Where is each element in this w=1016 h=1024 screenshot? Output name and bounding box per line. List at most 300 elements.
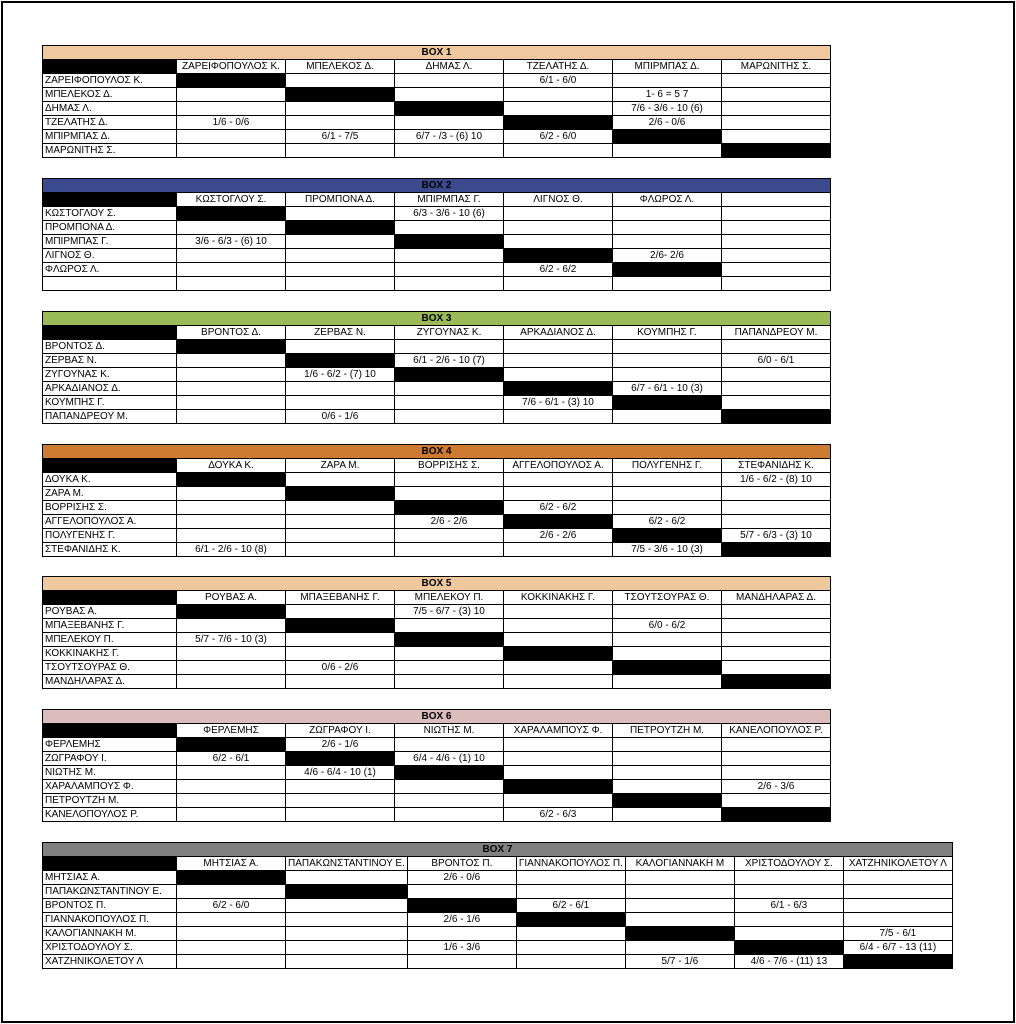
score-cell [734,913,843,927]
score-cell [722,221,831,235]
table-row [43,941,953,955]
score-cell [722,368,831,382]
diagonal-cell [395,368,504,382]
score-cell [504,605,613,619]
diagonal-cell [177,207,286,221]
table-row [43,752,831,766]
score-cell [395,738,504,752]
score-cell [613,738,722,752]
score-cell [613,410,722,424]
score-cell [395,88,504,102]
table-row [43,88,831,102]
score-cell: 1- 6 = 5 7 [613,88,722,102]
table-row [43,885,953,899]
row-player-name: ΑΡΚΑΔΙΑΝΟΣ Δ. [43,382,177,396]
score-cell [286,927,408,941]
score-cell [504,675,613,689]
table-row [43,487,831,501]
row-player-name: ΚΑΝΕΛΟΠΟΥΛΟΣ Ρ. [43,808,177,822]
row-player-name: ΒΡΟΝΤΟΣ Δ. [43,340,177,354]
score-cell [286,249,395,263]
diagonal-cell [286,487,395,501]
diagonal-cell [177,473,286,487]
score-cell [613,74,722,88]
score-cell [177,221,286,235]
diagonal-cell [504,249,613,263]
score-cell [843,885,952,899]
score-cell: 6/4 - 4/6 - (1) 10 [395,752,504,766]
score-cell [625,941,734,955]
score-cell [395,382,504,396]
score-cell [516,885,625,899]
score-cell [504,752,613,766]
diagonal-cell [504,647,613,661]
score-cell: 4/6 - 6/4 - 10 (1) [286,766,395,780]
row-player-name: ΤΣΟΥΤΣΟΥΡΑΣ Θ. [43,661,177,675]
diagonal-cell [395,102,504,116]
score-cell [177,913,286,927]
diagonal-cell [504,515,613,529]
score-cell: 6/4 - 6/7 - 13 (11) [843,941,952,955]
column-header: ΒΡΟΝΤΟΣ Δ. [177,326,286,340]
box-5 [42,576,831,689]
score-cell [177,808,286,822]
box-title: BOX 2 [43,179,831,193]
score-cell: 2/6 - 0/6 [613,116,722,130]
diagonal-cell [613,396,722,410]
column-header: ΜΑΝΔΗΛΑΡΑΣ Δ. [722,591,831,605]
table-row [43,116,831,130]
diagonal-cell [395,633,504,647]
score-cell [504,473,613,487]
score-cell [286,941,408,955]
score-cell [613,340,722,354]
score-cell: 2/6 - 0/6 [407,871,516,885]
corner-cell [43,724,177,738]
score-cell [722,633,831,647]
row-player-name: ΦΛΩΡΟΣ Λ. [43,263,177,277]
score-cell: 6/2 - 6/2 [613,515,722,529]
row-player-name: ΠΑΠΑΝΔΡΕΟΥ Μ. [43,410,177,424]
score-cell: 6/3 - 3/6 - 10 (6) [395,207,504,221]
box-title: BOX 5 [43,577,831,591]
column-header: ΧΑΤΖΗΝΙΚΟΛΕΤΟΥ Λ [843,857,952,871]
score-cell [613,235,722,249]
score-cell: 6/7 - 6/1 - 10 (3) [613,382,722,396]
score-cell [395,675,504,689]
diagonal-cell [722,144,831,158]
column-header: ΤΣΟΥΤΣΟΥΡΑΣ Θ. [613,591,722,605]
row-player-name: ΜΠΑΞΕΒΑΝΗΣ Γ. [43,619,177,633]
score-cell: 6/2 - 6/1 [177,752,286,766]
row-player-name: ΠΡΟΜΠΟΝΑ Δ. [43,221,177,235]
column-header: ΜΠΙΡΜΠΑΣ Δ. [613,60,722,74]
score-cell [395,529,504,543]
score-cell: 6/1 - 6/3 [734,899,843,913]
score-cell [722,605,831,619]
row-player-name: ΜΠΙΡΜΠΑΣ Γ. [43,235,177,249]
score-cell [722,263,831,277]
score-cell [395,221,504,235]
row-player-name: ΧΡΙΣΤΟΔΟΥΛΟΥ Σ. [43,941,177,955]
score-cell: 2/6 - 2/6 [504,529,613,543]
score-cell [395,144,504,158]
score-cell [395,116,504,130]
diagonal-cell [177,738,286,752]
table-row [43,515,831,529]
diagonal-cell [613,130,722,144]
score-cell [613,354,722,368]
score-cell [504,277,613,291]
table-row [43,780,831,794]
score-cell [177,396,286,410]
row-player-name: ΖΩΓΡΑΦΟΥ Ι. [43,752,177,766]
score-cell [504,88,613,102]
box-2 [42,178,831,291]
diagonal-cell [395,766,504,780]
score-cell [613,766,722,780]
score-cell [613,144,722,158]
score-cell [504,794,613,808]
diagonal-cell [722,675,831,689]
score-cell [613,752,722,766]
table-row [43,661,831,675]
diagonal-cell [177,605,286,619]
score-cell [286,116,395,130]
score-cell [734,871,843,885]
score-cell: 4/6 - 7/6 - (11) 13 [734,955,843,969]
score-cell [177,885,286,899]
row-player-name: ΖΥΓΟΥΝΑΣ Κ. [43,368,177,382]
diagonal-cell [613,794,722,808]
score-cell [722,738,831,752]
column-header: ΚΟΥΜΠΗΣ Γ. [613,326,722,340]
table-row [43,808,831,822]
score-cell [613,221,722,235]
score-cell [504,207,613,221]
score-cell [177,780,286,794]
score-cell [395,780,504,794]
box-table [42,842,953,969]
score-cell [504,368,613,382]
row-player-name: ΓΙΑΝΝΑΚΟΠΟΥΛΟΣ Π. [43,913,177,927]
score-cell: 6/1 - 6/0 [504,74,613,88]
score-cell [286,501,395,515]
box-1 [42,45,831,158]
score-cell [286,144,395,158]
score-cell [843,871,952,885]
column-header: ΔΟΥΚΑ Κ. [177,459,286,473]
score-cell [504,144,613,158]
diagonal-cell [286,221,395,235]
score-cell [286,515,395,529]
box-title: BOX 3 [43,312,831,326]
score-cell: 6/2 - 6/3 [504,808,613,822]
column-header: ΒΡΟΝΤΟΣ Π. [407,857,516,871]
score-cell [177,144,286,158]
table-row [43,543,831,557]
score-cell [286,529,395,543]
score-cell [504,354,613,368]
column-header: ΦΛΩΡΟΣ Λ. [613,193,722,207]
score-cell [395,487,504,501]
row-player-name: ΜΑΝΔΗΛΑΡΑΣ Δ. [43,675,177,689]
row-player-name: ΚΟΚΚΙΝΑΚΗΣ Γ. [43,647,177,661]
score-cell [722,619,831,633]
box-table [42,178,831,291]
score-cell [286,543,395,557]
score-cell: 2/6 - 2/6 [395,515,504,529]
score-cell [722,249,831,263]
box-title: BOX 4 [43,445,831,459]
diagonal-cell [722,410,831,424]
box-table [42,444,831,557]
score-cell [177,249,286,263]
column-header: ΦΕΡΛΕΜΗΣ [177,724,286,738]
column-header: ΖΑΡΑ Μ. [286,459,395,473]
table-row [43,130,831,144]
score-cell [613,368,722,382]
table-row [43,794,831,808]
box-title: BOX 7 [43,843,953,857]
score-cell [177,130,286,144]
score-cell [625,871,734,885]
column-header: ΜΗΤΣΙΑΣ Α. [177,857,286,871]
diagonal-cell [734,941,843,955]
table-row [43,871,953,885]
score-cell: 7/5 - 6/7 - (3) 10 [395,605,504,619]
diagonal-cell [843,955,952,969]
row-player-name: ΜΑΡΩΝΙΤΗΣ Σ. [43,144,177,158]
table-row [43,277,831,291]
score-cell [286,207,395,221]
row-player-name: ΑΓΓΕΛΟΠΟΥΛΟΣ Α. [43,515,177,529]
diagonal-cell [177,74,286,88]
score-cell [177,647,286,661]
table-row [43,410,831,424]
diagonal-cell [722,808,831,822]
score-cell: 2/6 - 1/6 [407,913,516,927]
table-row [43,207,831,221]
score-cell [504,619,613,633]
score-cell [843,913,952,927]
score-cell [177,794,286,808]
box-table [42,709,831,822]
score-cell [722,102,831,116]
score-cell [407,927,516,941]
score-cell [722,130,831,144]
score-cell: 7/6 - 3/6 - 10 (6) [613,102,722,116]
score-cell [286,235,395,249]
score-cell [177,941,286,955]
score-cell [177,675,286,689]
score-cell [177,263,286,277]
diagonal-cell [407,899,516,913]
column-header: ΠΟΛΥΓΕΝΗΣ Γ. [613,459,722,473]
score-cell [395,263,504,277]
column-header: ΣΤΕΦΑΝΙΔΗΣ Κ. [722,459,831,473]
score-cell: 0/6 - 2/6 [286,661,395,675]
corner-cell [43,193,177,207]
score-cell [516,955,625,969]
score-cell [286,647,395,661]
diagonal-cell [395,235,504,249]
score-cell [504,235,613,249]
row-player-name: ΝΙΩΤΗΣ Μ. [43,766,177,780]
column-header: ΚΑΝΕΛΟΠΟΥΛΟΣ Ρ. [722,724,831,738]
score-cell [177,619,286,633]
column-header [722,193,831,207]
score-cell [722,382,831,396]
score-cell [286,277,395,291]
score-cell [625,899,734,913]
score-cell [722,116,831,130]
score-cell [286,794,395,808]
column-header: ΖΥΓΟΥΝΑΣ Κ. [395,326,504,340]
table-row [43,473,831,487]
row-player-name: ΚΩΣΤΟΓΛΟΥ Σ. [43,207,177,221]
table-row [43,221,831,235]
score-cell [722,766,831,780]
diagonal-cell [504,116,613,130]
table-row [43,913,953,927]
score-cell [613,473,722,487]
score-cell [504,410,613,424]
score-cell: 2/6 - 1/6 [286,738,395,752]
score-cell [286,473,395,487]
score-cell [177,955,286,969]
score-cell [722,277,831,291]
score-cell [177,927,286,941]
score-cell: 5/7 - 1/6 [625,955,734,969]
score-cell: 1/6 - 3/6 [407,941,516,955]
box-6 [42,709,831,822]
score-cell [613,277,722,291]
score-cell [286,955,408,969]
score-cell [734,927,843,941]
column-header: ΖΩΓΡΑΦΟΥ Ι. [286,724,395,738]
score-cell: 6/0 - 6/1 [722,354,831,368]
row-player-name: ΚΟΥΜΠΗΣ Γ. [43,396,177,410]
row-player-name: ΚΑΛΟΓΙΑΝΝΑΚΗ Μ. [43,927,177,941]
column-header: ΔΗΜΑΣ Λ. [395,60,504,74]
score-cell [395,277,504,291]
score-cell [286,913,408,927]
column-header: ΧΑΡΑΛΑΜΠΟΥΣ Φ. [504,724,613,738]
table-row [43,633,831,647]
row-player-name: ΧΑΡΑΛΑΜΠΟΥΣ Φ. [43,780,177,794]
score-cell [395,396,504,410]
row-player-name: ΧΑΤΖΗΝΙΚΟΛΕΤΟΥ Λ [43,955,177,969]
table-row [43,619,831,633]
score-cell [613,605,722,619]
score-cell: 5/7 - 6/3 - (3) 10 [722,529,831,543]
score-cell [625,885,734,899]
score-cell [722,74,831,88]
table-row [43,235,831,249]
column-header: ΝΙΩΤΗΣ Μ. [395,724,504,738]
corner-cell [43,459,177,473]
table-row [43,501,831,515]
score-cell [286,74,395,88]
score-cell [504,340,613,354]
score-cell [504,766,613,780]
score-cell [395,543,504,557]
box-7 [42,842,953,969]
score-cell [613,501,722,515]
table-row [43,766,831,780]
score-cell [177,529,286,543]
column-header: ΑΡΚΑΔΙΑΝΟΣ Δ. [504,326,613,340]
score-cell [286,675,395,689]
table-row [43,899,953,913]
score-cell [395,249,504,263]
score-cell [407,955,516,969]
diagonal-cell [625,927,734,941]
diagonal-cell [613,263,722,277]
table-row [43,647,831,661]
row-player-name: ΒΟΡΡΙΣΗΣ Σ. [43,501,177,515]
diagonal-cell [177,871,286,885]
diagonal-cell [286,885,408,899]
score-cell: 6/0 - 6/2 [613,619,722,633]
table-row [43,955,953,969]
score-cell [177,515,286,529]
row-player-name: ΡΟΥΒΑΣ Α. [43,605,177,619]
row-player-name: ΖΑΡΕΙΦΟΠΟΥΛΟΣ Κ. [43,74,177,88]
score-cell [177,88,286,102]
table-row [43,263,831,277]
score-cell [286,396,395,410]
score-cell [516,871,625,885]
score-cell [395,410,504,424]
table-row [43,738,831,752]
score-cell [286,780,395,794]
score-cell: 3/6 - 6/3 - (6) 10 [177,235,286,249]
diagonal-cell [504,382,613,396]
box-3 [42,311,831,424]
score-cell: 1/6 - 6/2 - (8) 10 [722,473,831,487]
score-cell [395,661,504,675]
score-cell [613,487,722,501]
column-header: ΚΟΚΚΙΝΑΚΗΣ Γ. [504,591,613,605]
row-player-name: ΔΟΥΚΑ Κ. [43,473,177,487]
score-cell [722,340,831,354]
table-row [43,102,831,116]
score-cell [286,340,395,354]
row-player-name: ΖΕΡΒΑΣ Ν. [43,354,177,368]
row-player-name: ΣΤΕΦΑΝΙΔΗΣ Κ. [43,543,177,557]
row-player-name: ΠΟΛΥΓΕΝΗΣ Γ. [43,529,177,543]
diagonal-cell [395,501,504,515]
column-header: ΠΑΠΑΝΔΡΕΟΥ Μ. [722,326,831,340]
score-cell [722,794,831,808]
diagonal-cell [286,354,395,368]
column-header: ΠΑΠΑΚΩΝΣΤΑΝΤΙΝΟΥ Ε. [286,857,408,871]
score-cell [722,487,831,501]
score-cell [504,738,613,752]
score-cell [504,221,613,235]
score-cell [177,368,286,382]
column-header: ΜΠΑΞΕΒΑΝΗΣ Γ. [286,591,395,605]
column-header: ΒΟΡΡΙΣΗΣ Σ. [395,459,504,473]
score-cell: 6/2 - 6/0 [504,130,613,144]
score-cell: 6/1 - 2/6 - 10 (8) [177,543,286,557]
score-cell [613,780,722,794]
box-table [42,45,831,158]
column-header: ΖΕΡΒΑΣ Ν. [286,326,395,340]
score-cell [613,808,722,822]
